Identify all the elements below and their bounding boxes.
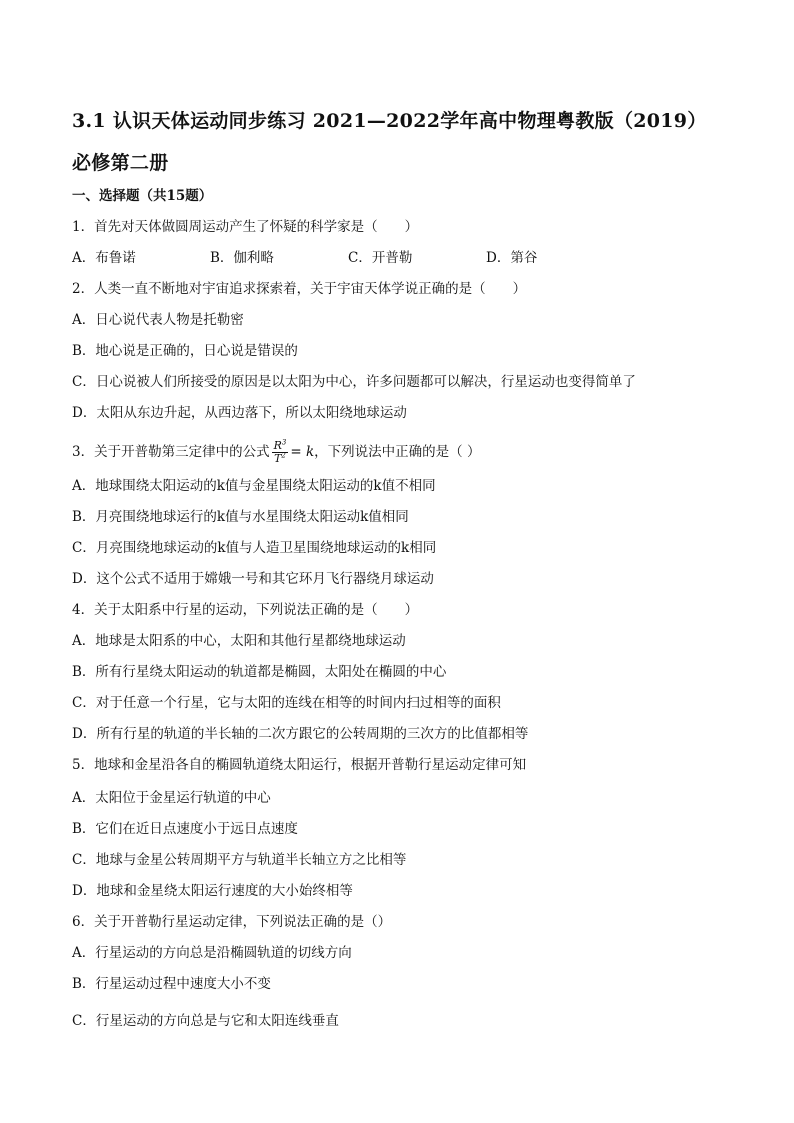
question-3-option-a: A．地球围绕太阳运动的k值与金星围绕太阳运动的k值不相同 [72, 478, 436, 494]
question-6-option-b: B．行星运动过程中速度大小不变 [72, 976, 271, 992]
question-4-option-d: D．所有行星的轨道的半长轴的二次方跟它的公转周期的三次方的比值都相等 [72, 726, 529, 742]
document-title-line1: 3.1 认识天体运动同步练习 2021—2022学年高中物理粤教版（2019） [72, 110, 707, 132]
question-5-option-c: C．地球与金星公转周期平方与轨道半长轴立方之比相等 [72, 852, 407, 868]
question-4-option-b: B．所有行星绕太阳运动的轨道都是椭圆，太阳处在椭圆的中心 [72, 664, 447, 680]
question-4-option-c: C．对于任意一个行星，它与太阳的连线在相等的时间内扫过相等的面积 [72, 695, 501, 711]
question-1-option-a: A．布鲁诺 [72, 250, 136, 266]
formula-numerator: $R^3$ [273, 438, 287, 452]
question-2-stem: 2．人类一直不断地对宇宙追求探索着，关于宇宙天体学说正确的是（ ） [72, 281, 527, 297]
question-5-option-b: B．它们在近日点速度小于远日点速度 [72, 821, 298, 837]
question-3-stem-after: ，下列说法中正确的是（ ） [314, 444, 481, 460]
formula-denominator: $T^2$ [274, 451, 286, 465]
question-5-option-a: A．太阳位于金星运行轨道的中心 [72, 790, 271, 806]
question-3-stem [72, 438, 480, 466]
section-heading: 一、选择题（共15题） [72, 188, 213, 204]
question-2-option-b: B．地心说是正确的，日心说是错误的 [72, 343, 298, 359]
question-5-option-d: D．地球和金星绕太阳运行速度的大小始终相等 [72, 883, 353, 899]
question-2-option-d: D．太阳从东边升起，从西边落下，所以太阳绕地球运动 [72, 405, 407, 421]
question-6-option-a: A．行星运动的方向总是沿椭圆轨道的切线方向 [72, 945, 352, 961]
question-1-stem: 1．首先对天体做圆周运动产生了怀疑的科学家是（ ） [72, 219, 419, 235]
question-1-option-d: D．第谷 [486, 250, 538, 266]
question-6-option-c: C．行星运动的方向总是与它和太阳连线垂直 [72, 1013, 339, 1029]
document-title-line2: 必修第二册 [72, 152, 169, 174]
question-4-stem: 4．关于太阳系中行星的运动，下列说法正确的是（ ） [72, 602, 419, 618]
question-4-option-a: A．地球是太阳系的中心，太阳和其他行星都绕地球运动 [72, 633, 406, 649]
question-5-stem: 5．地球和金星沿各自的椭圆轨道绕太阳运行，根据开普勒行星运动定律可知 [72, 757, 527, 773]
question-1-option-b: B．伽利略 [210, 250, 274, 266]
question-2-option-c: C．日心说被人们所接受的原因是以太阳为中心，许多问题都可以解决，行星运动也变得简单了 [72, 374, 636, 390]
kepler-formula-fraction [272, 440, 289, 465]
question-1-option-c: C．开普勒 [348, 250, 413, 266]
question-2-option-a: A．日心说代表人物是托勒密 [72, 312, 244, 328]
question-3-option-d: D．这个公式不适用于嫦娥一号和其它环月飞行器绕月球运动 [72, 571, 434, 587]
question-3-stem-before: 3．关于开普勒第三定律中的公式 [72, 444, 270, 460]
question-3-option-c: C．月亮围绕地球运动的k值与人造卫星围绕地球运动的k相同 [72, 540, 437, 556]
formula-rhs: = k [290, 444, 315, 460]
question-3-option-b: B．月亮围绕地球运行的k值与水星围绕太阳运动k值相同 [72, 509, 409, 525]
question-6-stem: 6．关于开普勒行星运动定律，下列说法正确的是（） [72, 914, 392, 930]
